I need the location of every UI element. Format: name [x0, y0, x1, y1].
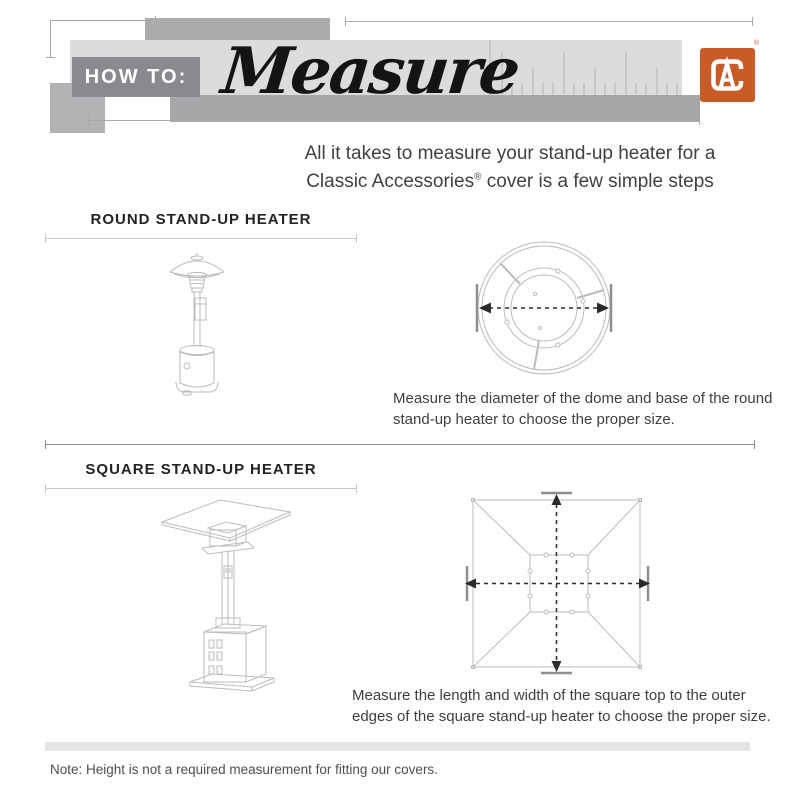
kicker-badge [72, 57, 200, 97]
section-divider [45, 444, 755, 445]
kicker-text: HOW TO: [84, 65, 188, 88]
measure-line-top-right [345, 21, 753, 22]
footer-note: Note: Height is not a required measurement for fitting our covers. [50, 762, 438, 777]
square-heading-underline [45, 488, 357, 489]
registered-mark: ® [753, 40, 759, 47]
page-title: Measure [218, 34, 522, 109]
square-length-width-diagram [455, 486, 660, 680]
round-diameter-diagram [455, 236, 635, 386]
intro-line-2: Classic Accessories® cover is a few simple steps [306, 170, 714, 192]
intro-text [250, 140, 770, 195]
round-section-heading: ROUND STAND-UP HEATER [90, 211, 312, 228]
round-caption: Measure the diameter of the dome and base of the round stand-up heater to choose the proper size. [393, 390, 773, 428]
footer-bar [45, 742, 750, 751]
round-heater-illustration [150, 250, 300, 398]
square-caption: Measure the length and width of the square top to the outer edges of the square stand-up heater to choose the proper size. [352, 687, 771, 725]
brand-logo [700, 40, 759, 102]
measure-line-top-left-horizontal [50, 20, 156, 21]
classic-accessories-monogram-icon [700, 48, 755, 102]
round-heading-underline [45, 238, 357, 239]
intro-line-1: All it takes to measure your stand-up heater for a [304, 143, 716, 164]
diameter-arrow [477, 284, 611, 332]
measure-line-top-left-vertical [50, 20, 51, 58]
square-section-heading: SQUARE STAND-UP HEATER [85, 461, 317, 478]
width-arrow [465, 566, 650, 601]
square-heater-illustration [148, 492, 318, 692]
measure-line-header-bottom [88, 120, 700, 121]
